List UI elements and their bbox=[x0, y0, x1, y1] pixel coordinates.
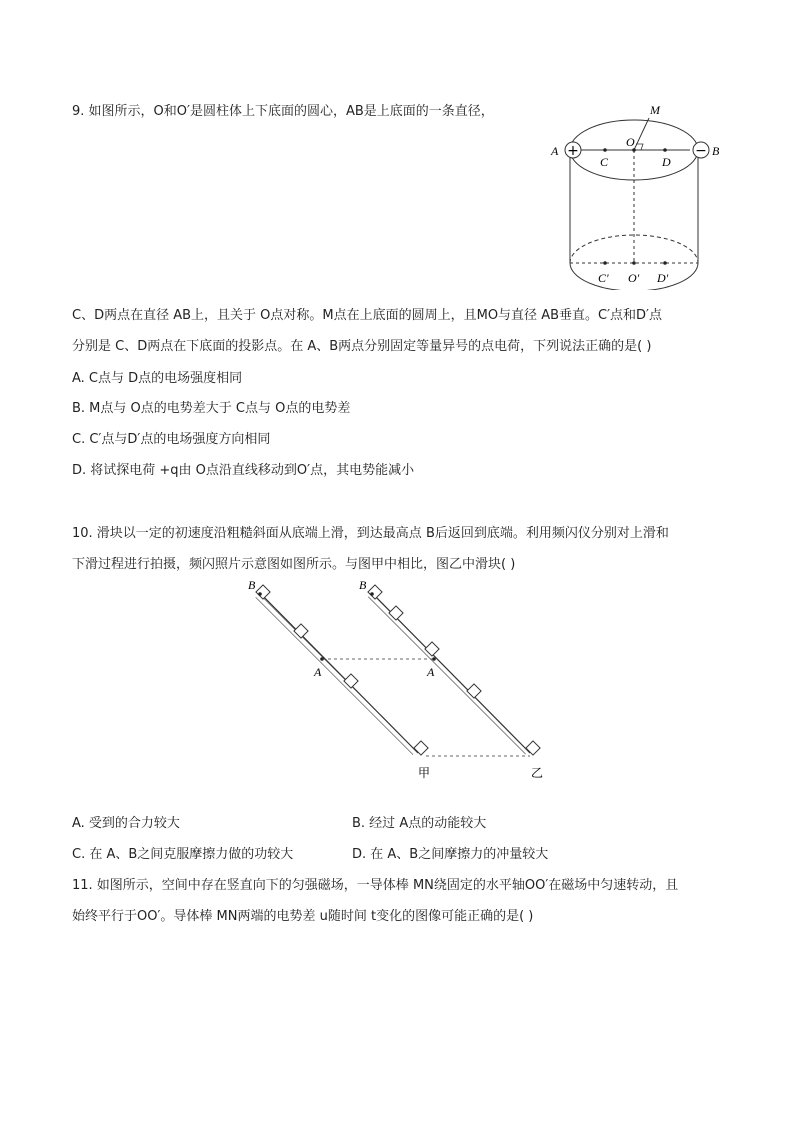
block-yi-5 bbox=[526, 741, 540, 755]
label-D: D bbox=[662, 155, 671, 169]
incline-jia bbox=[248, 578, 430, 780]
q10-option-b: B. 经过 A点的动能较大 bbox=[352, 816, 487, 831]
label-D-prime: D′ bbox=[657, 271, 669, 285]
q9-stem-line2: C、D两点在直径 AB上，且关于 O点对称。M点在上底面的圆周上，且MO与直径 AB垂直。C′点和D′点 bbox=[72, 308, 662, 323]
label-O: O bbox=[626, 135, 635, 149]
minus-sign: − bbox=[695, 143, 707, 159]
q9-stem-line1: 9. 如图所示，O和O′是圆柱体上下底面的圆心，AB是上底面的一条直径， bbox=[72, 104, 494, 119]
incline-yi bbox=[359, 578, 543, 780]
point-B-yi bbox=[370, 592, 374, 596]
point-B-jia bbox=[258, 592, 262, 596]
q9-option-d: D. 将试探电荷 +q由 O点沿直线移动到O′点，其电势能减小 bbox=[72, 463, 415, 478]
right-angle-mark bbox=[636, 144, 643, 150]
q10-option-d: D. 在 A、B之间摩擦力的冲量较大 bbox=[352, 847, 549, 862]
point-C bbox=[603, 148, 607, 152]
q9-option-a: A. C点与 D点的电场强度相同 bbox=[72, 371, 243, 386]
label-B-yi: B bbox=[359, 578, 367, 592]
q9-option-c: C. C′点与D′点的电场强度方向相同 bbox=[72, 432, 271, 447]
label-A: A bbox=[551, 144, 559, 158]
q10-stem-line2: 下滑过程进行拍摄，频闪照片示意图如图所示。与图甲中相比，图乙中滑块( ) bbox=[72, 557, 516, 572]
label-jia: 甲 bbox=[418, 766, 431, 780]
label-O-prime: O′ bbox=[628, 271, 640, 285]
q9-cylinder-figure bbox=[548, 100, 728, 290]
q10-stem-line1: 10. 滑块以一定的初速度沿粗糙斜面从底端上滑，到达最高点 B后返回到底端。利用频闪仪分别对上滑和 bbox=[72, 526, 669, 541]
q11-stem-line2: 始终平行于OO′。导体棒 MN两端的电势差 u随时间 t变化的图像可能正确的是( ) bbox=[72, 909, 534, 924]
label-C: C bbox=[600, 155, 609, 169]
point-O-prime bbox=[632, 261, 636, 265]
label-A-yi: A bbox=[427, 665, 435, 679]
q11-stem-line1: 11. 如图所示，空间中存在竖直向下的匀强磁场，一导体棒 MN绕固定的水平轴OO′在磁场中匀速转动，且 bbox=[72, 878, 679, 893]
label-B: B bbox=[712, 144, 720, 158]
q10-incline-figure bbox=[240, 575, 560, 785]
label-A-jia: A bbox=[314, 665, 322, 679]
q9-option-b: B. M点与 O点的电势差大于 C点与 O点的电势差 bbox=[72, 401, 351, 416]
q9-stem-line3: 分别是 C、D两点在下底面的投影点。在 A、B两点分别固定等量异号的点电荷，下列说法正确的是( ) bbox=[72, 339, 652, 354]
segment-OM bbox=[634, 118, 649, 150]
point-D-prime bbox=[663, 261, 667, 265]
plus-sign: + bbox=[567, 143, 579, 159]
point-D bbox=[663, 148, 667, 152]
q10-option-c: C. 在 A、B之间克服摩擦力做的功较大 bbox=[72, 847, 294, 862]
block-jia-4 bbox=[414, 741, 428, 755]
point-C-prime bbox=[603, 261, 607, 265]
label-yi: 乙 bbox=[531, 766, 544, 780]
label-B-jia: B bbox=[248, 578, 256, 592]
label-M: M bbox=[650, 103, 660, 117]
label-C-prime: C′ bbox=[598, 271, 609, 285]
q10-option-a: A. 受到的合力较大 bbox=[72, 816, 180, 831]
